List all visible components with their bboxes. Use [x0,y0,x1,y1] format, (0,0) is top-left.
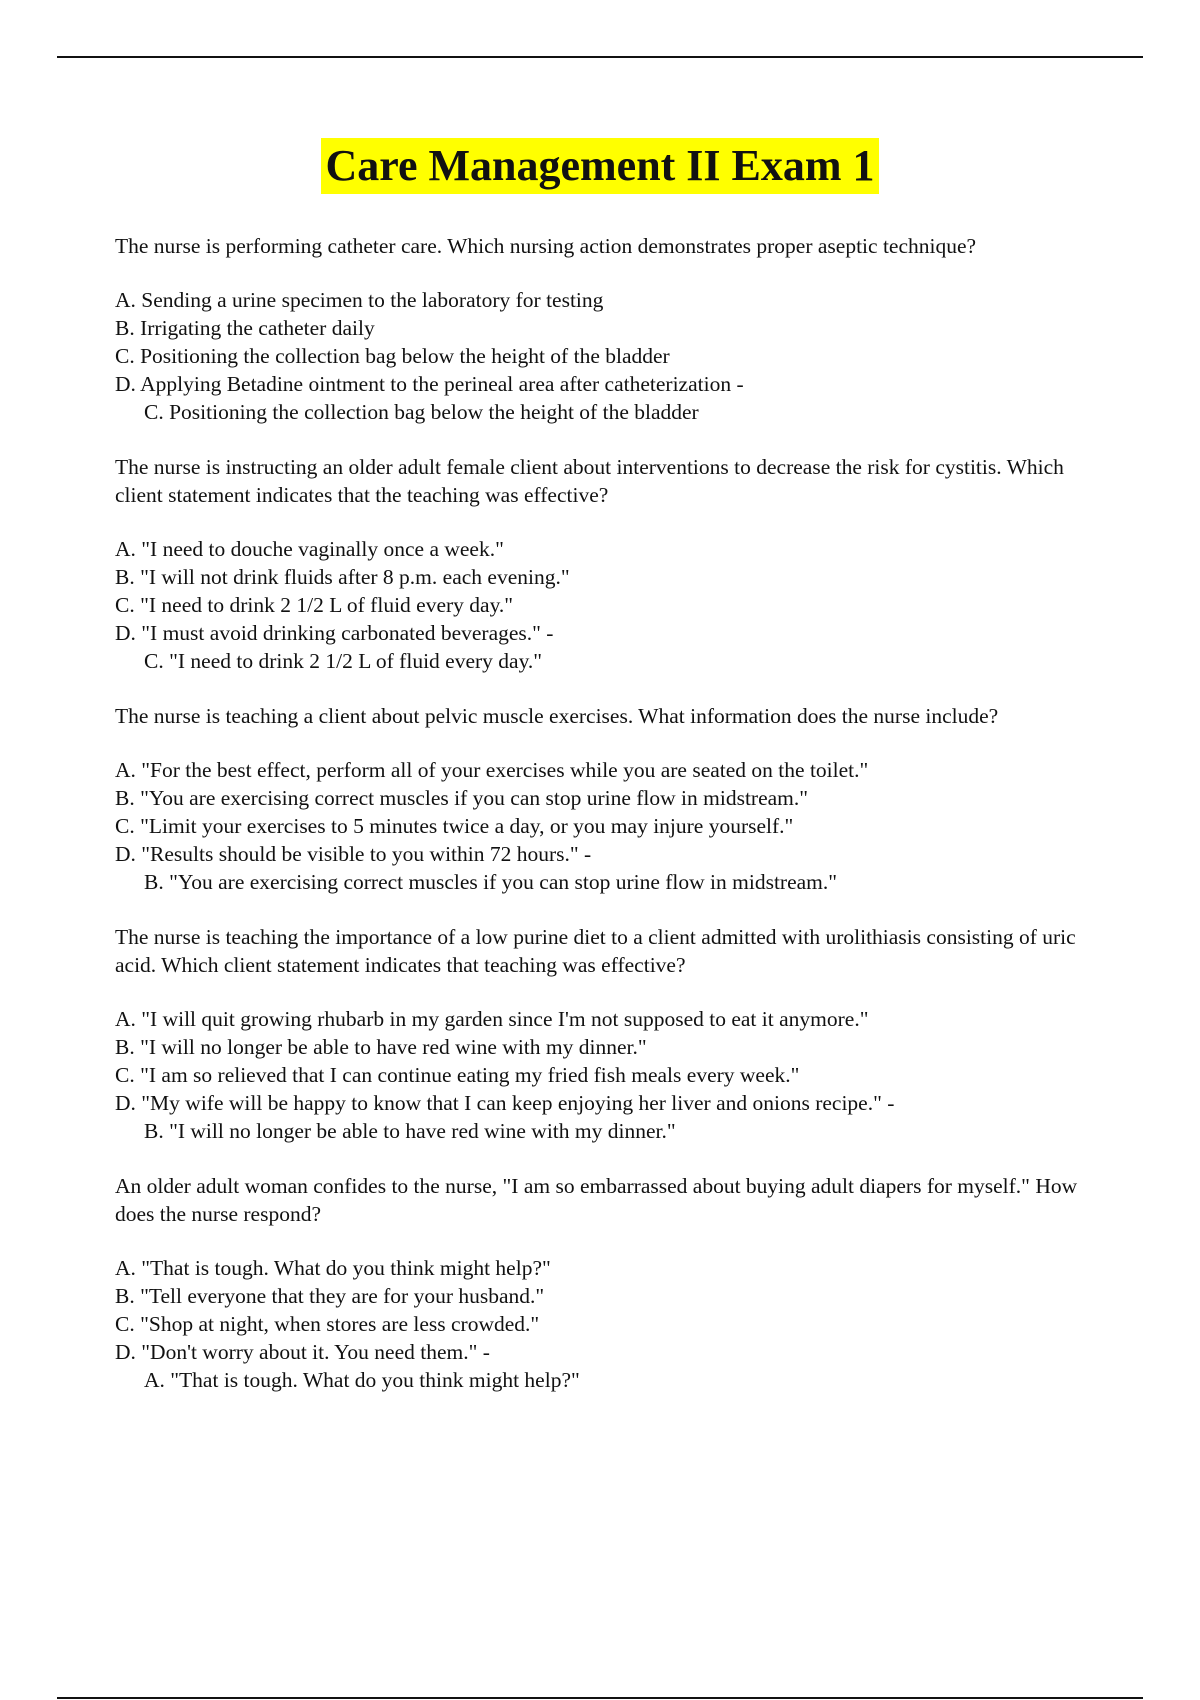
answer-text: A. "That is tough. What do you think might help?" [144,1368,580,1392]
question-block [115,453,1115,675]
option-item: C. Positioning the collection bag below the height of the bladder [115,344,670,368]
option-list [115,756,1115,896]
option-item: C. "Limit your exercises to 5 minutes twice a day, or you may injure yourself." [115,814,794,838]
option-item: A. Sending a urine specimen to the laboratory for testing [115,288,604,312]
answer-text: B. "I will no longer be able to have red wine with my dinner." [144,1119,676,1143]
top-rule [57,56,1143,58]
question-text: The nurse is teaching a client about pelvic muscle exercises. What information does the nurse include? [115,704,999,728]
option-item: B. "I will not drink fluids after 8 p.m. each evening." [115,565,570,589]
question-text: An older adult woman confides to the nurse, "I am so embarrassed about buying adult diapers for myself." How does the nurse respond? [115,1174,1078,1226]
option-item: C. "I am so relieved that I can continue eating my fried fish meals every week." [115,1063,800,1087]
option-item: B. Irrigating the catheter daily [115,316,375,340]
option-list [115,535,1115,675]
option-item: C. "I need to drink 2 1/2 L of fluid every day." [115,593,514,617]
option-list [115,1005,1115,1145]
option-item: B. "Tell everyone that they are for your husband." [115,1284,545,1308]
question-block [115,232,1115,426]
option-item: D. "My wife will be happy to know that I can keep enjoying her liver and onions recipe." - [115,1091,895,1115]
title-container [0,138,1200,194]
question-block [115,1172,1115,1394]
option-item: D. "Results should be visible to you within 72 hours." - [115,842,592,866]
question-text: The nurse is instructing an older adult female client about interventions to decrease the risk for cystitis. Which client statement indicates that the teaching was effective? [115,455,1064,507]
question-text: The nurse is teaching the importance of a low purine diet to a client admitted with urolithiasis consisting of uric acid. Which client statement indicates that teaching was effective? [115,925,1076,977]
option-item: A. "For the best effect, perform all of your exercises while you are seated on the toilet." [115,758,869,782]
answer-text: B. "You are exercising correct muscles if you can stop urine flow in midstream." [144,870,838,894]
question-list [115,232,1115,1421]
option-item: D. Applying Betadine ointment to the perineal area after catheterization - [115,372,744,396]
option-item: B. "You are exercising correct muscles if you can stop urine flow in midstream." [115,786,809,810]
question-text: The nurse is performing catheter care. Which nursing action demonstrates proper aseptic technique? [115,234,977,258]
option-item: D. "Don't worry about it. You need them." - [115,1340,490,1364]
question-block [115,923,1115,1145]
bottom-rule [57,1697,1143,1699]
option-item: C. "Shop at night, when stores are less crowded." [115,1312,540,1336]
option-item: A. "That is tough. What do you think might help?" [115,1256,551,1280]
option-item: B. "I will no longer be able to have red wine with my dinner." [115,1035,647,1059]
answer-text: C. "I need to drink 2 1/2 L of fluid every day." [144,649,543,673]
option-item: A. "I need to douche vaginally once a week." [115,537,504,561]
answer-text: C. Positioning the collection bag below the height of the bladder [144,400,699,424]
option-item: D. "I must avoid drinking carbonated beverages." - [115,621,554,645]
question-block [115,702,1115,896]
option-list [115,1254,1115,1394]
option-item: A. "I will quit growing rhubarb in my garden since I'm not supposed to eat it anymore." [115,1007,869,1031]
option-list [115,286,1115,426]
page-title: Care Management II Exam 1 [321,138,878,194]
